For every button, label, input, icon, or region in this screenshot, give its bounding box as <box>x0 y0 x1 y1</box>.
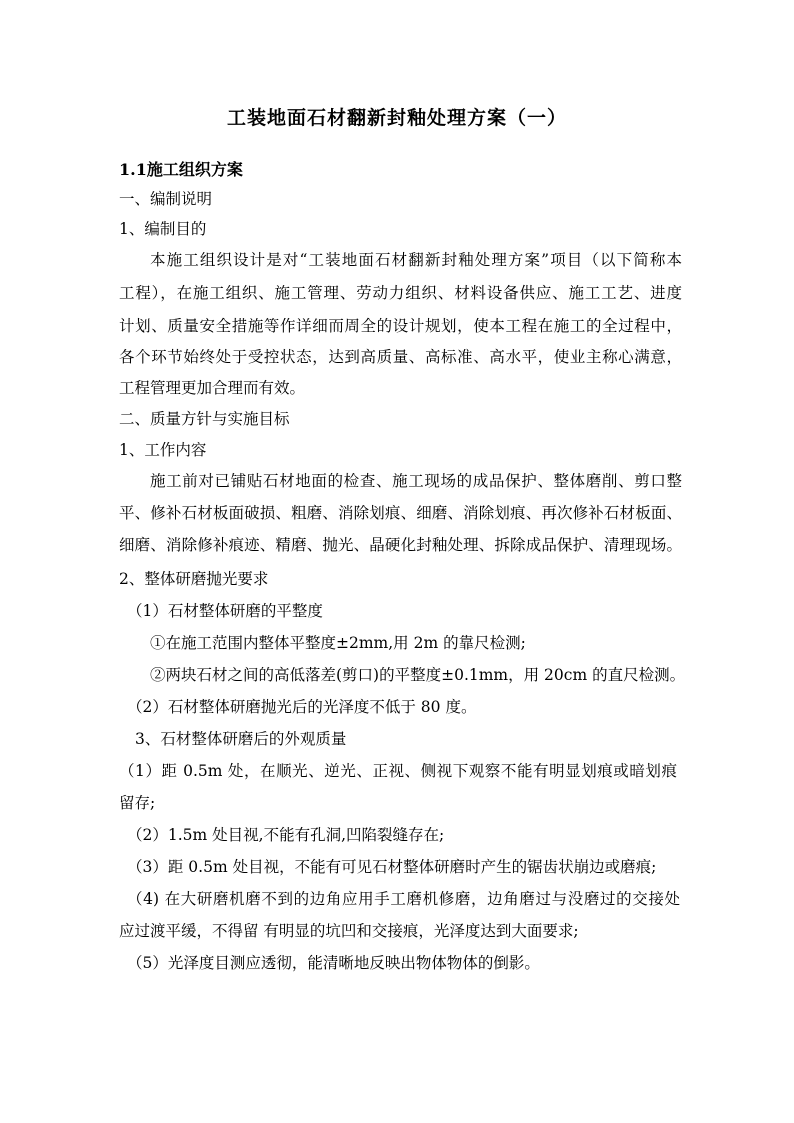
document-title: 工装地面石材翻新封釉处理方案（一） <box>226 107 567 129</box>
sub-item-detail: ②两块石材之间的高低落差(剪口)的平整度±0.1mm，用 20cm 的直尺检测。 <box>150 666 686 684</box>
sub-item-detail: ①在施工范围内整体平整度±2mm,用 2m 的靠尺检测; <box>150 634 526 652</box>
paragraph-line: 平、修补石材板面破损、粗磨、消除划痕、细磨、消除划痕、再次修补石材板面、 <box>119 504 682 522</box>
sub-item: （3）距 0.5m 处目视，不能有可见石材整体研磨时产生的锯齿状崩边或磨痕; <box>127 858 657 876</box>
paragraph-line: 应过渡平缓，不得留 有明显的坑凹和交接痕，光泽度达到大面要求; <box>119 922 579 940</box>
subsection-heading: 二、质量方针与实施目标 <box>119 410 290 428</box>
paragraph-line: 留存; <box>119 794 156 812</box>
section-heading: 1.1施工组织方案 <box>119 160 243 179</box>
paragraph-line: 计划、质量安全措施等作详细而周全的设计规划，使本工程在施工的全过程中， <box>119 317 682 335</box>
sub-item: （5）光泽度目测应透彻，能清晰地反映出物体物体的倒影。 <box>127 954 540 972</box>
item-heading: 2、整体研磨抛光要求 <box>119 570 269 588</box>
sub-item: （2）1.5m 处目视,不能有孔洞,凹陷裂缝存在; <box>127 826 445 844</box>
subsection-heading: 一、编制说明 <box>119 190 213 208</box>
sub-item: （2）石材整体研磨抛光后的光泽度不低于 80 度。 <box>127 698 477 716</box>
sub-item: （1）距 0.5m 处，在顺光、逆光、正视、侧视下观察不能有明显划痕或暗划痕 <box>119 762 677 780</box>
item-heading: 1、工作内容 <box>119 441 207 459</box>
paragraph-line: 工程），在施工组织、施工管理、劳动力组织、材料设备供应、施工工艺、进度 <box>119 284 682 302</box>
sub-item: （4) 在大研磨机磨不到的边角应用手工磨机修磨，边角磨过与没磨过的交接处 <box>127 890 680 908</box>
item-heading: 3、石材整体研磨后的外观质量 <box>135 730 347 748</box>
paragraph-line: 本施工组织设计是对“工装地面石材翻新封釉处理方案”项目（以下简称本 <box>150 251 682 269</box>
paragraph-line: 各个环节始终处于受控状态，达到高质量、高标准、高水平，使业主称心满意， <box>119 348 682 366</box>
paragraph-line: 细磨、消除修补痕迹、精磨、抛光、晶硬化封釉处理、拆除成品保护、清理现场。 <box>119 536 682 554</box>
sub-item: （1）石材整体研磨的平整度 <box>127 602 323 620</box>
paragraph-line: 施工前对已铺贴石材地面的检查、施工现场的成品保护、整体磨削、剪口整 <box>150 472 682 490</box>
item-heading: 1、编制目的 <box>119 220 207 238</box>
paragraph-line: 工程管理更加合理而有效。 <box>119 379 306 397</box>
